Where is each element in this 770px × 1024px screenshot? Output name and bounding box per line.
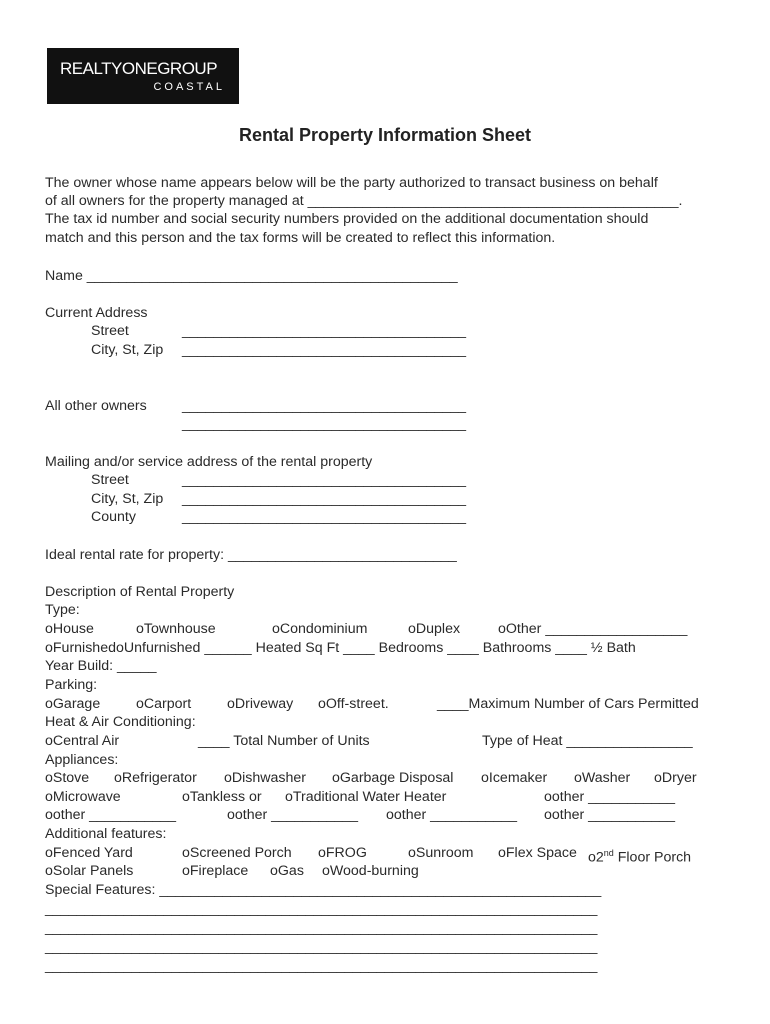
mailing-county-label: County xyxy=(91,509,136,525)
page-title: Rental Property Information Sheet xyxy=(238,125,532,145)
type-townhouse[interactable]: oTownhouse xyxy=(136,621,216,637)
max-cars-field[interactable]: ____Maximum Number of Cars Permitted xyxy=(437,696,699,712)
type-label: Type: xyxy=(45,602,80,618)
other-owners-label: All other owners xyxy=(45,398,147,414)
central-air[interactable]: oCentral Air xyxy=(45,733,120,749)
checkbox-icon: o xyxy=(481,770,489,786)
feature-screened-porch[interactable]: oScreened Porch xyxy=(182,845,292,861)
checkbox-icon: o xyxy=(332,770,340,786)
mailing-county-field[interactable]: ____________________________________ xyxy=(182,509,467,525)
type-condominium[interactable]: oCondominium xyxy=(272,621,368,637)
checkbox-icon: o xyxy=(224,770,232,786)
type-duplex[interactable]: oDuplex xyxy=(408,621,461,637)
special-line-1[interactable]: ______________________________________________________________________ xyxy=(45,901,598,917)
checkbox-icon: o xyxy=(574,770,582,786)
parking-carport[interactable]: oCarport xyxy=(136,696,192,712)
checkbox-icon: o xyxy=(544,807,552,823)
checkbox-icon: o xyxy=(498,845,506,861)
checkbox-icon: o xyxy=(115,640,124,656)
checkbox-icon: o xyxy=(45,807,53,823)
heat-type-field[interactable]: Type of Heat ________________ xyxy=(482,733,693,749)
appliance-microwave[interactable]: oMicrowave xyxy=(45,789,121,805)
heat-label: Heat & Air Conditioning: xyxy=(45,714,196,730)
furnished-row[interactable]: oFurnishedoUnfurnished ______ Heated Sq Ft ____ Bedrooms ____ Bathrooms ____ ½ Bath xyxy=(45,640,636,656)
checkbox-icon: o xyxy=(45,845,53,861)
parking-driveway[interactable]: oDriveway xyxy=(227,696,294,712)
appliance-traditional[interactable]: oTraditional Water Heater xyxy=(285,789,447,805)
special-features-field[interactable]: Special Features: ________________________________________________________ xyxy=(45,882,602,898)
checkbox-icon: o xyxy=(498,621,506,637)
additional-label: Additional features: xyxy=(45,826,167,842)
checkbox-icon: o xyxy=(285,789,293,805)
appliance-stove[interactable]: oStove xyxy=(45,770,90,786)
current-address-heading: Current Address xyxy=(45,305,148,321)
parking-label: Parking: xyxy=(45,677,98,693)
mailing-street-field[interactable]: ____________________________________ xyxy=(182,472,467,488)
appliance-icemaker[interactable]: oIcemaker xyxy=(481,770,548,786)
description-heading: Description of Rental Property xyxy=(45,584,235,600)
intro-line-4: match and this person and the tax forms will be created to reflect this information. xyxy=(45,230,556,246)
special-line-4[interactable]: ______________________________________________________________________ xyxy=(45,958,598,974)
logo-line1: REALTYONEGROUP xyxy=(60,59,218,78)
checkbox-icon: o xyxy=(272,621,280,637)
checkbox-icon: o xyxy=(654,770,662,786)
checkbox-icon: o xyxy=(182,863,190,879)
current-street-field[interactable]: ____________________________________ xyxy=(182,323,467,339)
intro-line-2: of all owners for the property managed at _______________________________________________. xyxy=(45,193,683,209)
appliance-tankless[interactable]: oTankless or xyxy=(182,789,262,805)
checkbox-icon: o xyxy=(136,621,144,637)
checkbox-icon: o xyxy=(114,770,122,786)
checkbox-icon: o xyxy=(45,621,53,637)
checkbox-icon: o xyxy=(322,863,330,879)
checkbox-icon: o xyxy=(318,845,326,861)
checkbox-icon: o xyxy=(588,849,596,866)
checkbox-icon: o xyxy=(45,789,53,805)
company-logo xyxy=(47,48,239,104)
checkbox-icon: o xyxy=(227,696,235,712)
appliance-dryer[interactable]: oDryer xyxy=(654,770,697,786)
special-line-2[interactable]: ______________________________________________________________________ xyxy=(45,920,598,936)
feature-gas[interactable]: oGas xyxy=(270,863,304,879)
other-owners-field-1[interactable]: ____________________________________ xyxy=(182,398,467,414)
current-city-field[interactable]: ____________________________________ xyxy=(182,342,467,358)
feature-flex-space[interactable]: oFlex Space xyxy=(498,845,577,861)
checkbox-icon: o xyxy=(45,733,53,749)
checkbox-icon: o xyxy=(182,845,190,861)
type-other[interactable]: oOther __________________ xyxy=(498,621,688,637)
checkbox-icon: o xyxy=(45,640,53,656)
intro-line-1: The owner whose name appears below will be the party authorized to transact business on behalf xyxy=(45,175,658,191)
feature-fireplace[interactable]: oFireplace xyxy=(182,863,249,879)
type-house[interactable]: oHouse xyxy=(45,621,94,637)
mailing-heading: Mailing and/or service address of the rental property xyxy=(45,454,373,470)
feature-frog[interactable]: oFROG xyxy=(318,845,367,861)
appliance-other-2[interactable]: oother ___________ xyxy=(45,807,176,823)
checkbox-icon: o xyxy=(45,696,53,712)
feature-sunroom[interactable]: oSunroom xyxy=(408,845,474,861)
appliance-other-4[interactable]: oother ___________ xyxy=(386,807,517,823)
parking-off-street[interactable]: oOff-street. xyxy=(318,696,389,712)
checkbox-icon: o xyxy=(182,789,190,805)
checkbox-icon: o xyxy=(386,807,394,823)
feature-fenced-yard[interactable]: oFenced Yard xyxy=(45,845,133,861)
checkbox-icon: o xyxy=(227,807,235,823)
current-street-label: Street xyxy=(91,323,129,339)
appliance-garbage-disposal[interactable]: oGarbage Disposal xyxy=(332,770,454,786)
units-field[interactable]: ____ Total Number of Units xyxy=(198,733,370,749)
appliance-other-5[interactable]: oother ___________ xyxy=(544,807,675,823)
appliances-label: Appliances: xyxy=(45,752,119,768)
appliance-dishwasher[interactable]: oDishwasher xyxy=(224,770,307,786)
intro-line-3: The tax id number and social security numbers provided on the additional documentation should xyxy=(45,211,649,227)
mailing-street-label: Street xyxy=(91,472,129,488)
checkbox-icon: o xyxy=(136,696,144,712)
current-city-label: City, St, Zip xyxy=(91,342,164,358)
mailing-city-field[interactable]: ____________________________________ xyxy=(182,491,467,507)
mailing-city-label: City, St, Zip xyxy=(91,491,164,507)
appliance-washer[interactable]: oWasher xyxy=(574,770,631,786)
ideal-rate-field[interactable]: Ideal rental rate for property: _____________________________ xyxy=(45,547,457,563)
checkbox-icon: o xyxy=(408,621,416,637)
logo-line2: COASTAL xyxy=(153,81,225,93)
appliance-refrigerator[interactable]: oRefrigerator xyxy=(114,770,197,786)
checkbox-icon: o xyxy=(45,863,53,879)
year-build-field[interactable]: Year Build: _____ xyxy=(45,658,157,674)
checkbox-icon: o xyxy=(318,696,326,712)
other-owners-field-2[interactable]: ____________________________________ xyxy=(182,416,467,432)
feature-solar-panels[interactable]: oSolar Panels xyxy=(45,863,134,879)
checkbox-icon: o xyxy=(45,770,53,786)
feature-wood-burning[interactable]: oWood-burning xyxy=(322,863,419,879)
special-line-3[interactable]: ______________________________________________________________________ xyxy=(45,939,598,955)
feature-second-floor-porch[interactable]: o2nd Floor Porch xyxy=(588,848,692,866)
appliance-other-3[interactable]: oother ___________ xyxy=(227,807,358,823)
checkbox-icon: o xyxy=(544,789,552,805)
checkbox-icon: o xyxy=(408,845,416,861)
appliance-other-1[interactable]: oother ___________ xyxy=(544,789,675,805)
name-field[interactable]: Name _______________________________________________ xyxy=(45,268,458,284)
parking-garage[interactable]: oGarage xyxy=(45,696,101,712)
checkbox-icon: o xyxy=(270,863,278,879)
